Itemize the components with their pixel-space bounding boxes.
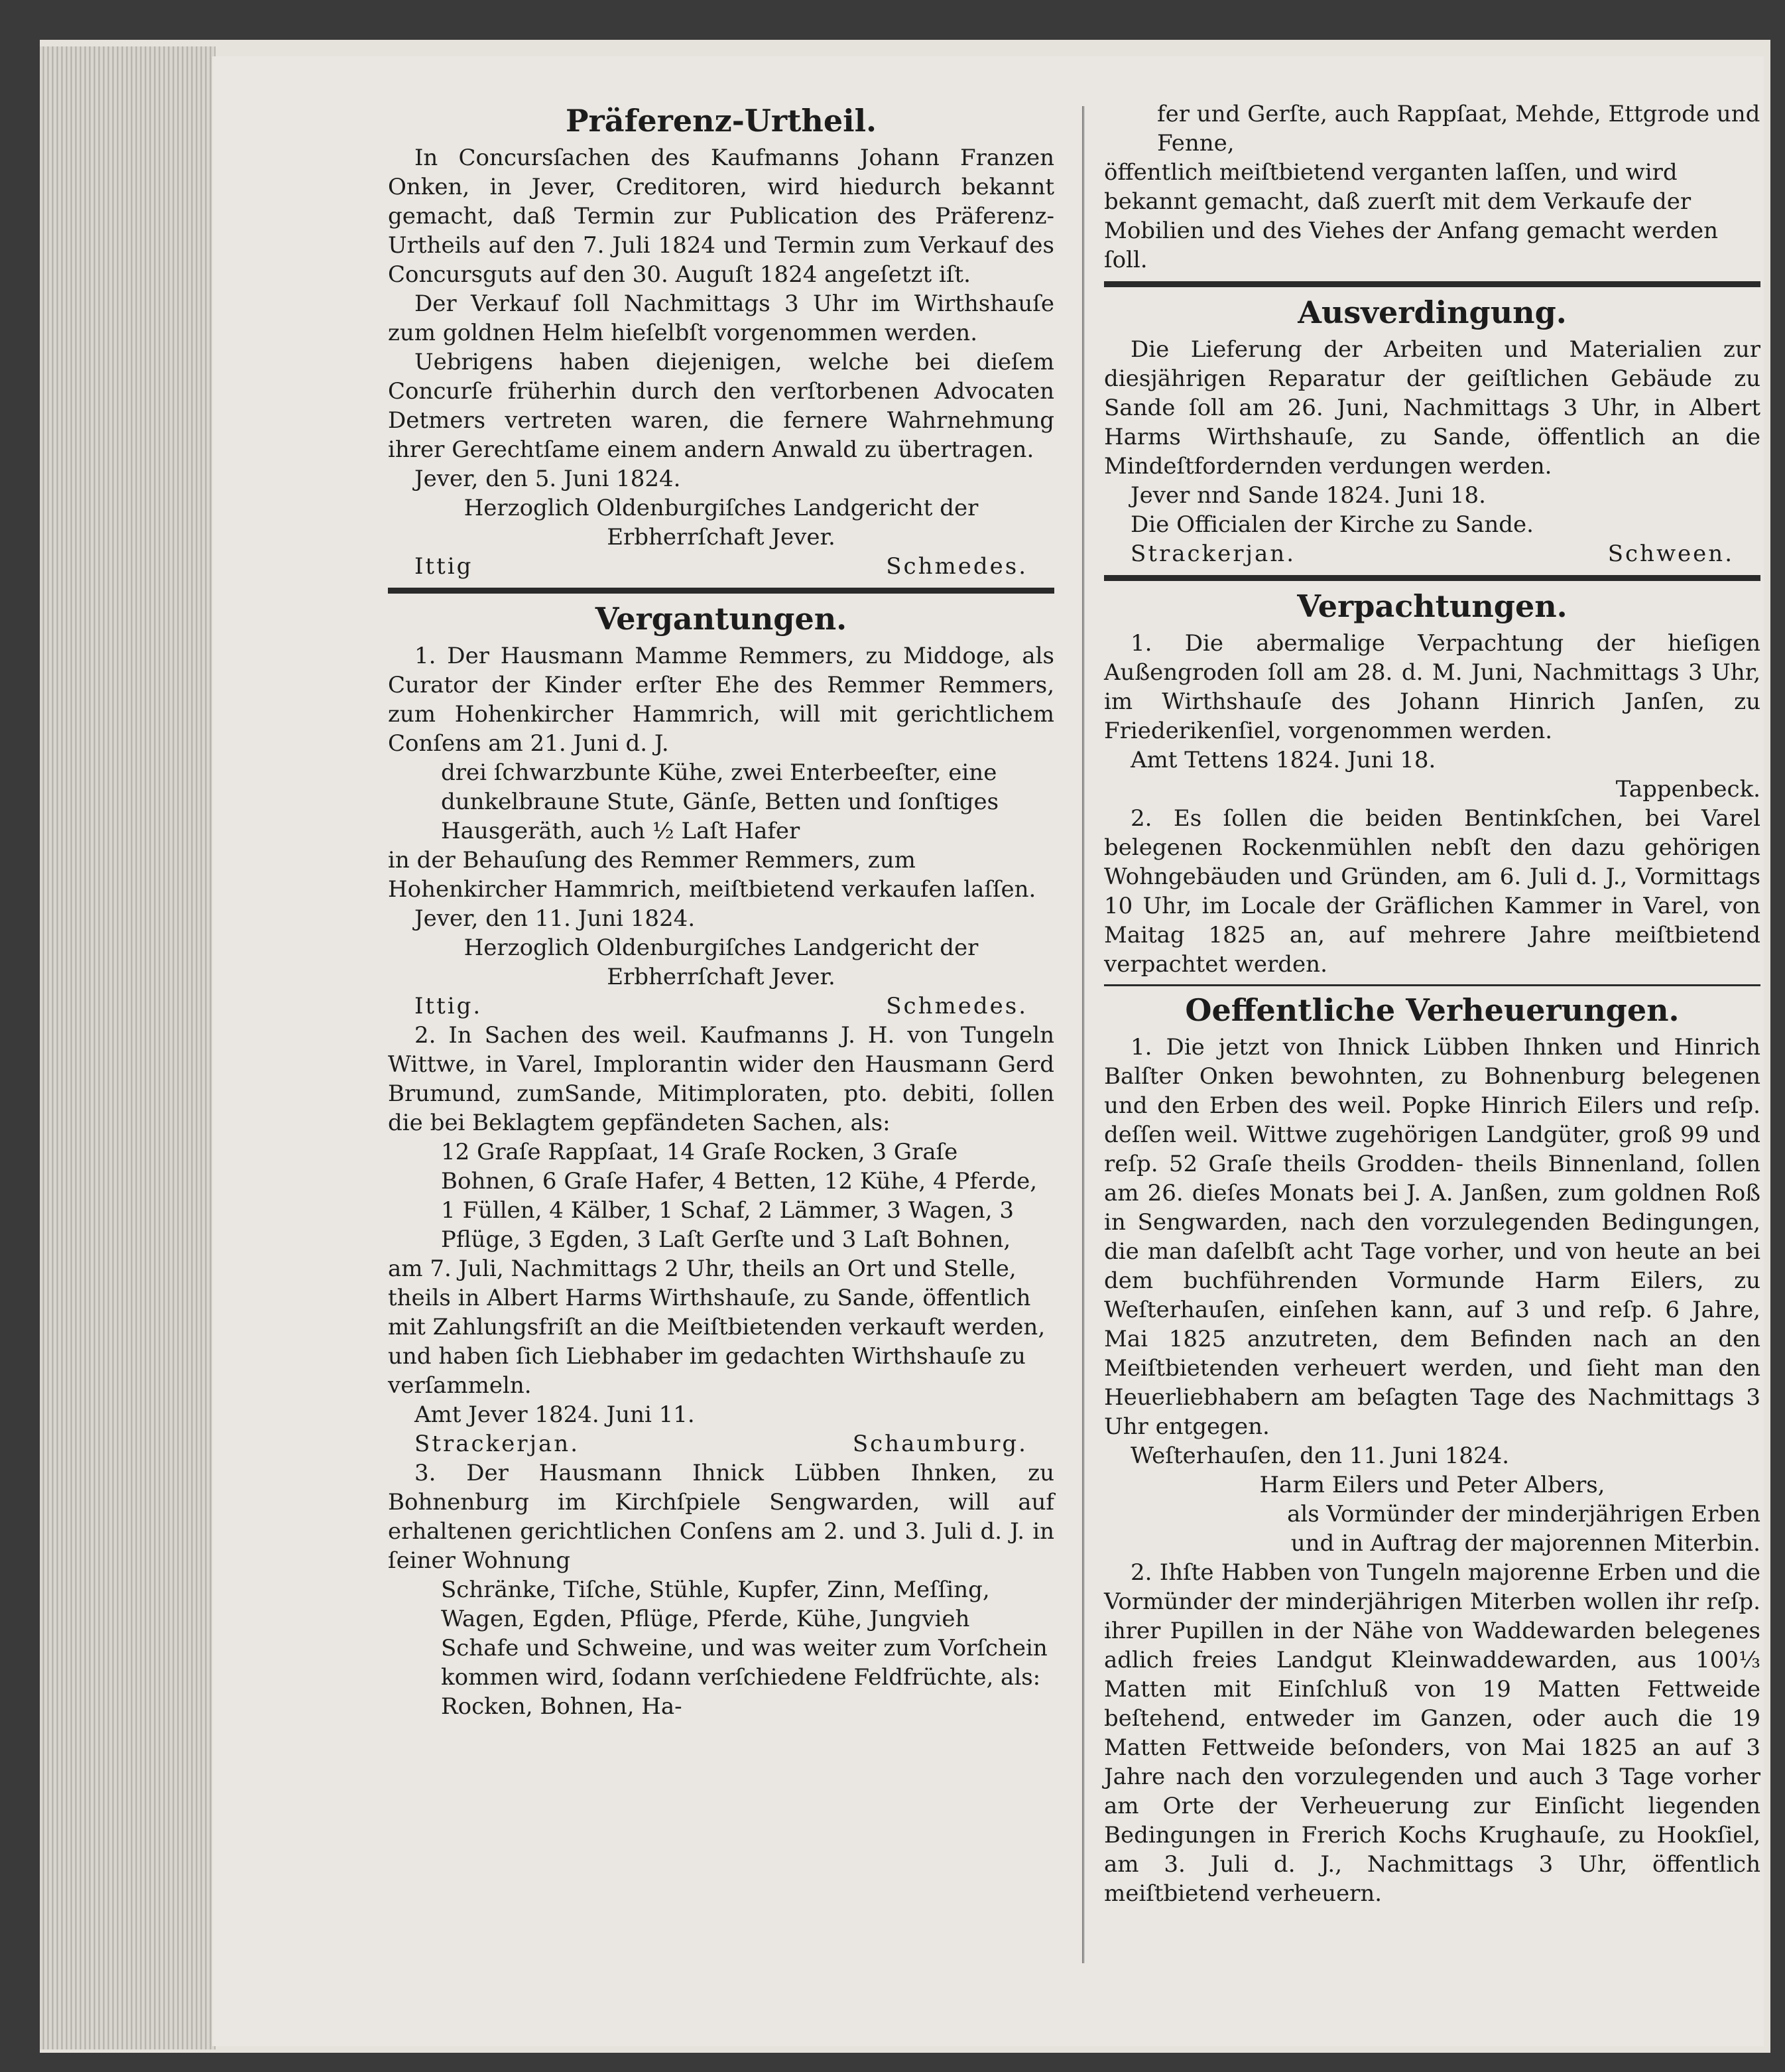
signature: Strackerjan. <box>414 1431 580 1457</box>
signature: Harm Eilers und Peter Albers, <box>1259 1472 1605 1498</box>
book-page-edges <box>40 46 215 2049</box>
section-rule <box>1104 281 1760 287</box>
dateline: Amt Tettens 1824. Juni 18. <box>1131 747 1436 773</box>
court-name: Herzoglich Oldenburgiſches Landgericht der Erbherrſchaft Jever. <box>463 495 979 550</box>
section-rule <box>1104 575 1760 581</box>
court-name: Herzoglich Oldenburgiſches Landgericht der Erbherrſchaft Jever. <box>463 935 979 990</box>
signatures <box>388 992 1054 1021</box>
section-verpachtungen <box>1104 588 1760 979</box>
signature: Schmedes. <box>886 553 1028 580</box>
dateline: Weſterhauſen, den 11. Juni 1824. <box>1131 1443 1510 1469</box>
signatures <box>388 1429 1054 1458</box>
item-list: drei ſchwarzbunte Kühe, zwei Enterbeeſter, eine dunkelbraune Stute, Gänſe, Betten und ſonſtiges Hausgeräth, auch ½ Laſt Hafer <box>441 759 999 844</box>
paragraph: öffentlich meiſtbietend verganten laſſen, und wird bekannt gemacht, daß zuerſt mit dem Verkaufe der Mobilien und des Viehes der Anfang gemacht werden ſoll. <box>1104 159 1719 273</box>
section-heading: Oeffentliche Verheuerungen. <box>1185 992 1680 1028</box>
paragraph: 3. Der Hausmann Ihnick Lübben Ihnken, zu Bohnenburg im Kirchſpiele Sengwarden, will auf erhaltenen gerichtlichen Conſens am 2. und 3. Juli d. J. in ſeiner Wohnung <box>388 1460 1054 1574</box>
officials: Die Officialen der Kirche zu Sande. <box>1131 511 1534 538</box>
paragraph: 2. In Sachen des weil. Kaufmanns J. H. von Tungeln Wittwe, in Varel, Implorantin wider den Hausmann Gerd Brumund, zumSande, Mitimploraten, pto. debiti, ſollen die bei Beklagtem gepfändeten Sachen, als: <box>388 1022 1054 1136</box>
dateline: Amt Jever 1824. Juni 11. <box>414 1401 695 1428</box>
column-divider <box>1082 106 1085 1963</box>
item-list: 12 Graſe Rappſaat, 14 Graſe Rocken, 3 Graſe Bohnen, 6 Graſe Hafer, 4 Betten, 12 Kühe, 4 Pferde, 1 Füllen, 4 Kälber, 1 Schaf, 2 Lämmer, 3 Wagen, 3 Pflüge, 3 Egden, 3 Laſt Gerſte und 3 Laſt Bohnen, <box>441 1139 1038 1253</box>
paragraph: In Concursſachen des Kaufmanns Johann Franzen Onken, in Jever, Creditoren, wird hiedurch bekannt gemacht, daß Termin zur Publication des Präferenz-Urtheils auf den 7. Juli 1824 und Termin zum Verkauf des Concursguts auf den 30. Auguſt 1824 angeſetzt iſt. <box>388 145 1054 288</box>
right-column <box>1104 99 1760 1908</box>
signature: als Vormünder der minderjährigen Erben <box>1287 1501 1760 1527</box>
signature: Tappenbeck. <box>1615 776 1760 803</box>
paragraph: in der Behauſung des Remmer Remmers, zum Hohenkircher Hammrich, meiſtbietend verkaufen laſſen. <box>388 847 1036 903</box>
paragraph: Uebrigens haben diejenigen, welche bei dieſem Concurſe früherhin durch den verſtorbenen Advocaten Detmers vertreten waren, die fernere Wahrnehmung ihrer Gerechtſame einem andern Anwald zu übertragen. <box>388 349 1054 463</box>
section-rule <box>388 588 1054 594</box>
section-vergantungen <box>388 600 1054 1721</box>
dateline: Jever, den 5. Juni 1824. <box>414 466 681 492</box>
section-heading: Vergantungen. <box>595 601 847 637</box>
signature: Ittig <box>414 553 473 580</box>
section-heading: Ausverdingung. <box>1298 294 1567 330</box>
section-praeferenz-urtheil <box>388 102 1054 581</box>
item-list-continued: fer und Gerſte, auch Rappſaat, Mehde, Ettgrode und Fenne, <box>1157 101 1760 157</box>
signature: Schmedes. <box>886 993 1028 1019</box>
section-heading: Verpachtungen. <box>1297 588 1568 624</box>
item-list: Schränke, Tiſche, Stühle, Kupfer, Zinn, Meſſing, Wagen, Egden, Pflüge, Pferde, Kühe, Jungvieh Schafe und Schweine, und was weiter zum Vorſchein kommen wird, ſodann verſchiedene Feldfrüchte, als: Rocken, Bohnen, Ha- <box>441 1577 1048 1720</box>
dateline: Jever nnd Sande 1824. Juni 18. <box>1131 482 1486 509</box>
paragraph: 1. Der Hausmann Mamme Remmers, zu Middoge, als Curator der Kinder erſter Ehe des Remmer Remmers, zum Hohenkircher Hammrich, will mit gerichtlichem Conſens am 21. Juni d. J. <box>388 643 1054 757</box>
signature: Schween. <box>1607 541 1734 567</box>
paragraph: Die Lieferung der Arbeiten und Materialien zur diesjährigen Reparatur der geiſtlichen Gebäude zu Sande ſoll am 26. Juni, Nachmittags 3 Uhr, in Albert Harms Wirthshauſe, zu Sande, öffentlich an die Mindeſtfordernden verdungen werden. <box>1104 336 1760 480</box>
paragraph: 1. Die jetzt von Ihnick Lübben Ihnken und Hinrich Balſter Onken bewohnten, zu Bohnenburg belegenen und den Erben des weil. Popke Hinrich Eilers und reſp. deſſen weil. Wittwe zugehörigen Landgüter, groß 99 und reſp. 52 Graſe theils Grodden- theils Binnenland, ſollen am 26. dieſes Monats bei J. A. Janßen, zum goldnen Roß in Sengwarden, nach den vorzulegenden Bedingungen, die man daſelbſt acht Tage vorher, und von heute an bei dem buchführenden Vormunde Harm Eilers, zu Weſterhauſen, einſehen kann, auf 3 und reſp. 6 Jahre, Mai 1825 anzutreten, dem Befinden nach an den Meiſtbietenden verheuert werden, und ſieht man den Heuerliebhabern am beſagten Tage des Nachmittags 3 Uhr entgegen. <box>1104 1034 1760 1440</box>
paragraph: am 7. Juli, Nachmittags 2 Uhr, theils an Ort und Stelle, theils in Albert Harms Wirthshauſe, zu Sande, öffentlich mit Zahlungsfriſt an die Meiſtbietenden verkauft werden, und haben ſich Liebhaber im gedachten Wirthshauſe zu verſammeln. <box>388 1256 1046 1399</box>
paragraph: 1. Die abermalige Verpachtung der hieſigen Außengroden ſoll am 28. d. M. Juni, Nachmittags 3 Uhr, im Wirthshauſe des Johann Hinrich Janſen, zu Friederikenſiel, vorgenommen werden. <box>1104 630 1760 744</box>
dateline: Jever, den 11. Juni 1824. <box>414 905 696 932</box>
signature: Strackerjan. <box>1131 541 1296 567</box>
paragraph: Der Verkauf ſoll Nachmittags 3 Uhr im Wirthshauſe zum goldnen Helm hieſelbſt vorgenommen werden. <box>388 291 1054 346</box>
section-heading: Präferenz-Urtheil. <box>565 103 877 139</box>
signature: Schaumburg. <box>852 1431 1028 1457</box>
section-verheuerungen <box>1104 992 1760 1908</box>
signatures <box>388 552 1054 581</box>
signature: und in Auftrag der majorennen Miterbin. <box>1290 1530 1760 1557</box>
paragraph: 2. Ihſte Habben von Tungeln majorenne Erben und die Vormünder der minderjährigen Miterben wollen ihr reſp. ihrer Pupillen in der Nähe von Waddewarden belegenes adlich freies Landgut Kleinwaddewarden, aus 100⅓ Matten mit Einſchluß von 19 Matten Fettweide beſtehend, entweder im Ganzen, oder auch die 19 Matten Fettweide beſonders, von Mai 1825 an auf 3 Jahre nach den vorzulegenden und auch 3 Tage vorher am Orte der Verheuerung zur Einſicht liegenden Bedingungen in Frerich Kochs Krughauſe, zu Hookſiel, am 3. Juli d. J., Nachmittags 3 Uhr, öffentlich meiſtbietend verheuern. <box>1104 1559 1760 1907</box>
left-column <box>388 99 1054 1721</box>
signature: Ittig. <box>414 993 483 1019</box>
section-ausverdingung <box>1104 294 1760 568</box>
signatures <box>1104 539 1760 568</box>
section-rule <box>1104 984 1760 986</box>
paragraph: 2. Es ſollen die beiden Bentinkſchen, bei Varel belegenen Rockenmühlen nebſt den dazu gehörigen Wohngebäuden und Gründen, am 6. Juli d. J., Vormittags 10 Uhr, im Locale der Gräflichen Kammer in Varel, von Maitag 1825 an, auf mehrere Jahre meiſtbietend verpachtet werden. <box>1104 805 1760 978</box>
